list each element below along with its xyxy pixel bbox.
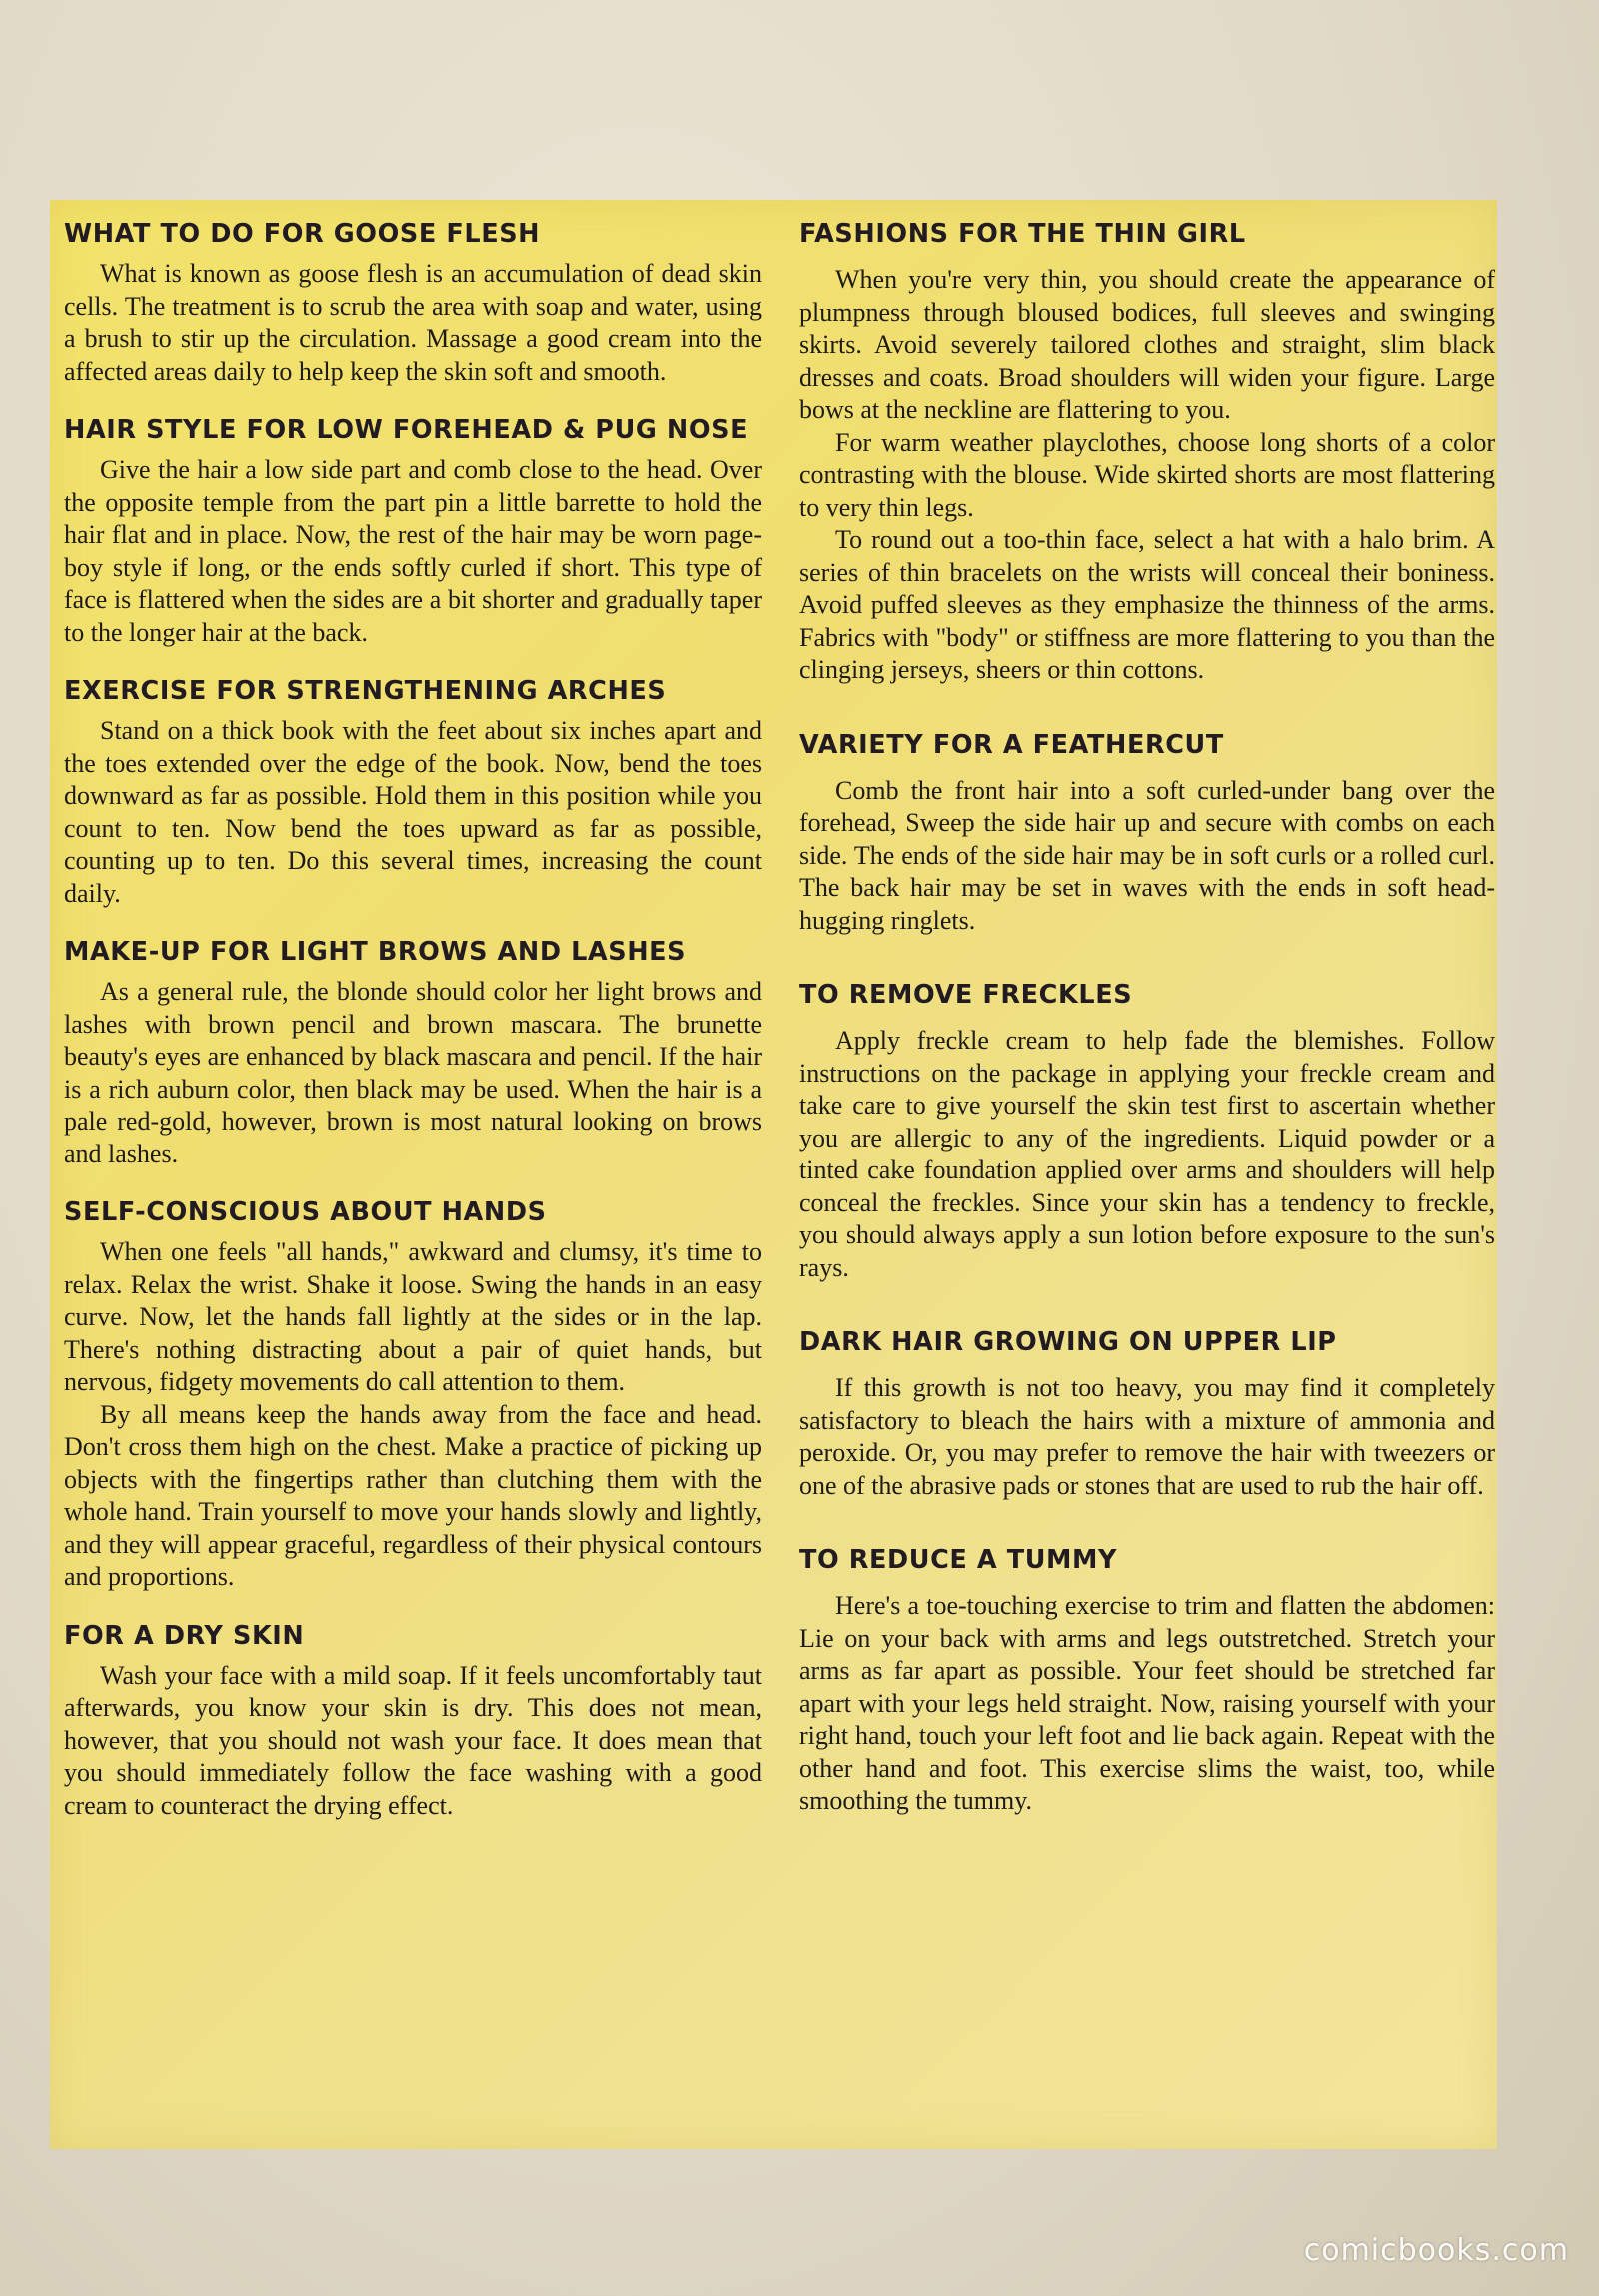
section-paragraph: Comb the front hair into a soft curled-under bang over the forehead, Sweep the side hair up and secure with combs on each side. The ends of the side hair may be in soft curls or a rolled curl. The back hair may be set in waves with the ends in soft head-hugging ringlets. xyxy=(800,775,1495,935)
section-paragraph: To round out a too-thin face, select a hat with a halo brim. A series of thin bracelets on the wrists will conceal their boniness. Avoid puffed sleeves as they emphasize the thinness of the arms. Fabrics with "body" or stiffness are more flattering to you than the clinging jerseys, sheers or thin cottons. xyxy=(800,525,1495,684)
section-dry-skin xyxy=(64,1620,762,1823)
section-heading: FOR A DRY SKIN xyxy=(64,1620,305,1651)
watermark: comicbooks.com xyxy=(1303,2233,1569,2268)
section-heading: DARK HAIR GROWING ON UPPER LIP xyxy=(800,1327,1337,1357)
section-paragraph: Stand on a thick book with the feet about six inches apart and the toes extended over the edge of the book. Now, bend the toes downward as far as possible. Hold them in this position while you count to ten. Now bend the toes upward as far as possible, counting up to ten. Do this several times, increasing the count daily. xyxy=(64,716,762,908)
right-column xyxy=(800,218,1495,1860)
section-heading: VARIETY FOR A FEATHERCUT xyxy=(800,729,1224,760)
section-paragraph: As a general rule, the blonde should color her light brows and lashes with brown pencil and brown mascara. The brunette beauty's eyes are enhanced by black mascara and pencil. If the hair is a rich auburn color, then black may be used. When the hair is a pale red-gold, however, brown is most natural looking on brows and lashes. xyxy=(64,977,762,1168)
section-make-up xyxy=(64,936,762,1170)
section-paragraph: If this growth is not too heavy, you may find it completely satisfactory to bleach the hairs with a mixture of ammonia and peroxide. Or, you may prefer to remove the hair with tweezers or one of the abrasive pads or stones that are used to rub the hair off. xyxy=(800,1373,1495,1500)
section-paragraph: Wash your face with a mild soap. If it feels uncomfortably taut afterwards, you know your skin is dry. This does not mean, however, that you should not wash your face. It does mean that you should immediately follow the face washing with a good cream to counteract the drying effect. xyxy=(64,1660,762,1820)
section-thin-girl xyxy=(800,218,1495,687)
section-freckles xyxy=(800,979,1495,1284)
section-hands xyxy=(64,1196,762,1594)
section-paragraph: For warm weather playclothes, choose long shorts of a color contrasting with the blouse. Wide skirted shorts are most flattering to very thin legs. xyxy=(800,427,1495,522)
section-paragraph: When you're very thin, you should create the appearance of plumpness through bloused bodices, full sleeves and swinging skirts. Avoid severely tailored clothes and straight, slim black dresses and coats. Broad shoulders will widen your figure. Large bows at the neckline are flattering to you. xyxy=(800,265,1495,424)
section-heading: MAKE-UP FOR LIGHT BROWS AND LASHES xyxy=(64,937,687,967)
section-paragraph: When one feels "all hands," awkward and clumsy, it's time to relax. Relax the wrist. Shake it loose. Swing the hands in an easy curve. Now, let the hands fall lightly at the sides or in the lap. There's nothing distracting about a pair of quiet hands, but nervous, fidgety movements do call attention to them. xyxy=(64,1237,762,1396)
section-heading: HAIR STYLE FOR LOW FOREHEAD & PUG NOSE xyxy=(64,415,749,445)
section-arches xyxy=(64,675,762,910)
section-heading: SELF-CONSCIOUS ABOUT HANDS xyxy=(64,1197,547,1227)
section-paragraph: Apply freckle cream to help fade the blemishes. Follow instructions on the package in applying your freckle cream and take care to give yourself the skin test first to ascertain whether you are allergic to any of the ingredients. Liquid powder or a tinted cake foundation applied over arms and shoulders will help conceal the freckles. Since your skin has a tendency to freckle, you should always apply a sun lotion before exposure to the sun's rays. xyxy=(800,1026,1495,1282)
section-heading: TO REDUCE A TUMMY xyxy=(800,1545,1118,1575)
left-column xyxy=(64,218,762,1848)
section-heading: TO REMOVE FRECKLES xyxy=(800,980,1133,1010)
section-goose-flesh xyxy=(64,218,762,388)
section-feathercut xyxy=(800,729,1495,938)
section-hair-style xyxy=(64,414,762,649)
section-paragraph: What is known as goose flesh is an accumulation of dead skin cells. The treatment is to scrub the area with soap and water, using a brush to stir up the circulation. Massage a good cream into the affected areas daily to help keep the skin soft and smooth. xyxy=(64,259,762,386)
section-upper-lip xyxy=(800,1326,1495,1502)
section-tummy xyxy=(800,1544,1495,1818)
section-paragraph: By all means keep the hands away from the face and head. Don't cross them high on the chest. Make a practice of picking up objects with the fingertips rather than clutching them with the whole hand. Train yourself to move your hands slowly and lightly, and they will appear graceful, regardless of their physical contours and proportions. xyxy=(64,1399,762,1591)
section-heading: EXERCISE FOR STRENGTHENING ARCHES xyxy=(64,676,667,706)
section-paragraph: Give the hair a low side part and comb close to the head. Over the opposite temple from the part pin a little barrette to hold the hair flat and in place. Now, the rest of the hair may be worn page-boy style if long, or the ends softly curled if short. This type of face is flattered when the sides are a bit shorter and gradually taper to the longer hair at the back. xyxy=(64,455,762,647)
section-paragraph: Here's a toe-touching exercise to trim and flatten the abdomen: Lie on your back with arms and legs outstretched. Stretch your arms as far apart as possible. Your feet should be stretched far apart with your legs held straight. Now, raising yourself with your right hand, touch your left foot and lie back again. Repeat with the other hand and foot. This exercise slims the waist, too, while smoothing the tummy. xyxy=(800,1591,1495,1815)
section-heading: FASHIONS FOR THE THIN GIRL xyxy=(800,219,1246,249)
section-heading: WHAT TO DO FOR GOOSE FLESH xyxy=(64,219,541,249)
